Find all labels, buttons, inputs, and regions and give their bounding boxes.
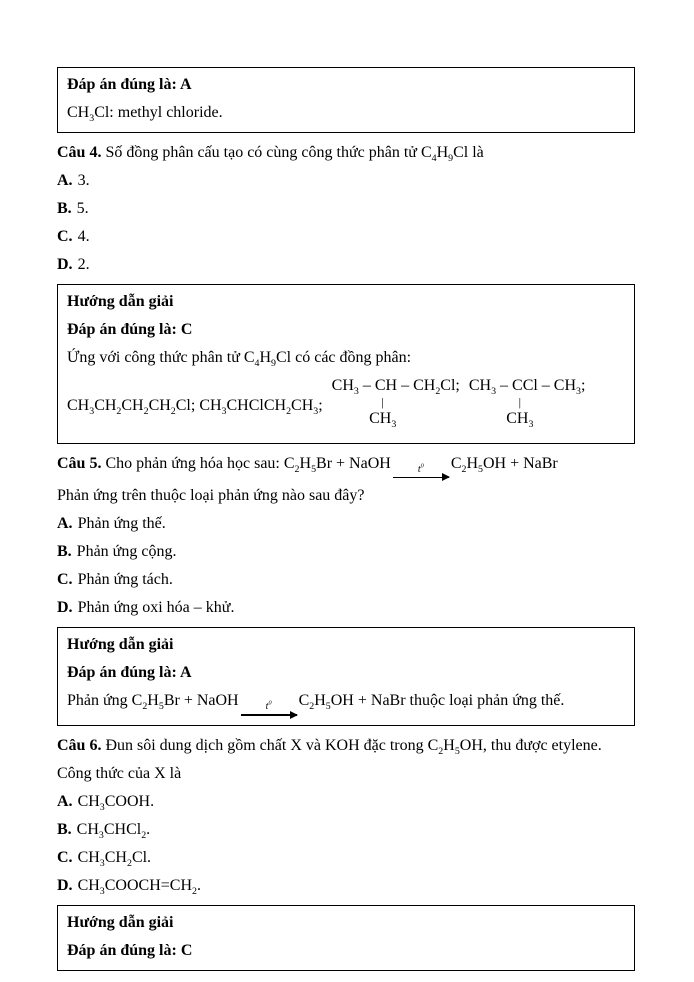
structural-formula-2: [469, 374, 586, 438]
option-q5-d: [57, 594, 635, 622]
question-5-lead: Cho phản ứng hóa học sau:: [101, 455, 284, 472]
option-letter: A.: [57, 515, 73, 533]
solution-heading: Hướng dẫn giải: [67, 636, 174, 654]
solution-heading: Hướng dẫn giải: [67, 293, 174, 310]
option-letter: D.: [57, 876, 73, 894]
option-text: 3.: [73, 172, 90, 189]
option-letter: B.: [57, 543, 72, 561]
structural-formula-top: $CH_3$ – CCl – $CH_3$;: [468, 377, 586, 398]
answer-label: Đáp án đúng là: A: [67, 76, 192, 93]
option-q5-b: [57, 538, 635, 566]
option-text: $CH_3CHCl_2$.: [72, 820, 151, 841]
question-6-title: [57, 732, 635, 760]
option-text: Phản ứng oxi hóa – khử.: [73, 599, 235, 617]
question-5-title: [57, 450, 635, 482]
option-letter: A.: [57, 172, 73, 189]
reaction-reagents: $C_2H_5Br$ + NaOH: [283, 455, 391, 476]
solution-box-q5: [57, 627, 635, 725]
solution-heading: Hướng dẫn giải: [67, 913, 174, 931]
branch-methyl: $CH_3$: [369, 410, 397, 431]
option-text: $CH_3COOH$.: [73, 792, 155, 813]
solution-answer: Đáp án đúng là: A: [67, 664, 192, 682]
question-6-number: Câu 6.: [57, 736, 102, 754]
option-q6-a: [57, 788, 635, 816]
option-letter: B.: [57, 820, 72, 838]
branch-methyl: $CH_3$: [506, 410, 534, 431]
option-q6-b: [57, 816, 635, 844]
bond-line: |: [518, 395, 522, 409]
option-q4-c: [57, 223, 635, 251]
option-q5-c: [57, 566, 635, 594]
option-letter: C.: [57, 228, 73, 245]
isomer-formula-row: [67, 374, 624, 438]
solution-box-q4: [57, 284, 635, 444]
question-5-number: Câu 5.: [57, 455, 102, 472]
option-text: Phản ứng tách.: [73, 571, 173, 589]
option-letter: D.: [57, 256, 73, 273]
option-text: Phản ứng cộng.: [72, 543, 177, 561]
option-letter: C.: [57, 848, 73, 866]
structural-formula-1: [332, 374, 460, 438]
reaction-arrow: [393, 462, 449, 482]
option-text: 2.: [73, 256, 90, 273]
solution-answer: Đáp án đúng là: C: [67, 941, 193, 959]
branch-group-1: [366, 397, 400, 430]
arrow-condition-label: $t^0$: [417, 462, 424, 475]
reaction-reagents: $C_2H_5Br$ + NaOH: [131, 692, 239, 713]
option-q6-d: [57, 872, 635, 900]
question-6-text-line2: Công thức của X là: [57, 764, 182, 782]
solution-post: thuộc loại phản ứng thế.: [405, 692, 565, 710]
solution-pre: Phản ứng: [67, 692, 132, 710]
answer-formula-line: $CH_3Cl$: methyl chloride.: [67, 104, 223, 125]
reaction-products: $C_2H_5OH$ + NaBr: [450, 455, 558, 476]
option-text: 4.: [73, 228, 90, 245]
option-letter: D.: [57, 599, 73, 617]
option-text: Phản ứng thế.: [73, 515, 166, 533]
option-q6-c: [57, 844, 635, 872]
solution-reaction-line: [67, 687, 624, 719]
option-text: 5.: [72, 200, 89, 217]
option-q4-a: [57, 167, 635, 195]
solution-intro: Ứng với công thức phân tử $C_4H_9Cl$ có các đồng phân:: [67, 349, 412, 370]
option-letter: C.: [57, 571, 73, 589]
question-6-text: Đun sôi dung dịch gồm chất X và KOH đặc trong $C_2H_5OH$, thu được etylene.: [101, 736, 602, 757]
arrow-condition-label: $t^0$: [265, 700, 272, 713]
question-5-text: Phản ứng trên thuộc loại phản ứng nào sau đây?: [57, 487, 365, 505]
option-text: $CH_3COOCH=CH_2$.: [73, 876, 201, 897]
branch-group-2: [503, 397, 537, 430]
option-letter: A.: [57, 792, 73, 810]
option-q4-b: [57, 195, 635, 223]
bond-line: |: [381, 395, 384, 409]
arrow-shaft: [241, 714, 297, 715]
question-4-number: Câu 4.: [57, 144, 102, 161]
answer-box-top: [57, 67, 635, 133]
structural-formula-top: $CH_3$ – CH – $CH_2Cl$;: [331, 377, 460, 398]
reaction-arrow: [241, 702, 297, 719]
arrow-shaft: [393, 477, 449, 478]
option-letter: B.: [57, 200, 72, 217]
reaction-products: $C_2H_5OH$ + NaBr: [298, 692, 406, 713]
option-text: $CH_3CH_2Cl$.: [73, 848, 152, 869]
condensed-formulas: $CH_3CH_2CH_2CH_2Cl$; $CH_3CHClCH_2CH_3$;: [67, 397, 323, 418]
question-4-title: [57, 139, 635, 167]
question-4-text: Số đồng phân cấu tạo có cùng công thức phân tử $C_4H_9Cl$ là: [101, 144, 484, 165]
option-q5-a: [57, 510, 635, 538]
option-q4-d: [57, 251, 635, 279]
solution-answer: Đáp án đúng là: C: [67, 321, 193, 338]
solution-box-q6: [57, 905, 635, 971]
